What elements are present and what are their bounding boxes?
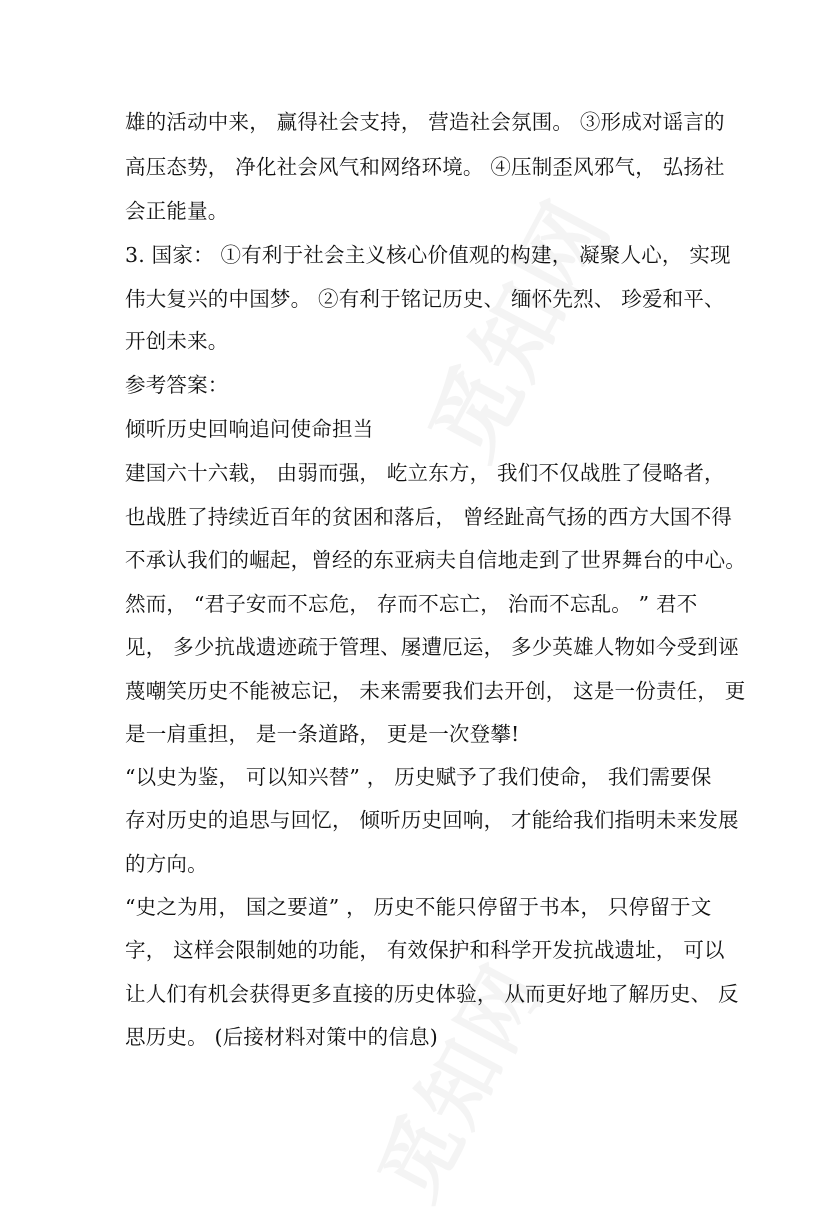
text-line: 存对历史的追思与回忆， 倾听历史回响， 才能给我们指明未来发展 [125, 808, 739, 832]
text-line: 字， 这样会限制她的功能， 有效保护和科学开发抗战遗址， 可以 [125, 938, 725, 962]
text-line: 开创未来。 [125, 329, 229, 353]
text-line: 是一肩重担， 是一条道路， 更是一次登攀! [125, 722, 520, 746]
text-line: 也战胜了持续近百年的贫困和落后， 曾经趾高气扬的西方大国不得 [125, 505, 733, 529]
text-line: 3. 国家： ①有利于社会主义核心价值观的构建， 凝聚人心， 实现 [125, 243, 731, 267]
text-line: 然而， “君子安而不忘危， 存而不忘亡， 治而不忘乱。 ” 君不 [125, 592, 698, 616]
text-line: 高压态势， 净化社会风气和网络环境。 ④压制歪风邪气， 弘扬社 [125, 155, 725, 179]
text-line: 雄的活动中来， 赢得社会支持， 营造社会氛围。 ③形成对谣言的 [125, 110, 725, 134]
text-line: 建国六十六载， 由弱而强， 屹立东方， 我们不仅战胜了侵略者， [125, 461, 725, 485]
text-line: “以史为鉴， 可以知兴替” ， 历史赋予了我们使命， 我们需要保 [125, 765, 712, 789]
text-line: 伟大复兴的中国梦。 ②有利于铭记历史、 缅怀先烈、 珍爱和平、 [125, 287, 725, 311]
essay-title: 倾听历史回响追问使命担当 [125, 417, 374, 441]
text-line: 让人们有机会获得更多直接的历史体验， 从而更好地了解历史、 反 [125, 982, 739, 1006]
text-line: 的方向。 [125, 852, 208, 876]
text-line: 思历史。 (后接材料对策中的信息) [125, 1025, 438, 1049]
text-line: 会正能量。 [125, 199, 229, 223]
text-line: 不承认我们的崛起，曾经的东亚病夫自信地走到了世界舞台的中心。 [125, 548, 746, 572]
section-heading: 参考答案： [125, 373, 229, 397]
text-line: 蔑嘲笑历史不能被忘记， 未来需要我们去开创， 这是一份责任， 更 [125, 679, 746, 703]
text-line: “史之为用， 国之要道” ， 历史不能只停留于书本， 只停留于文 [125, 895, 712, 919]
text-line: 见， 多少抗战遗迹疏于管理、屡遭厄运， 多少英雄人物如今受到诬 [125, 635, 739, 659]
